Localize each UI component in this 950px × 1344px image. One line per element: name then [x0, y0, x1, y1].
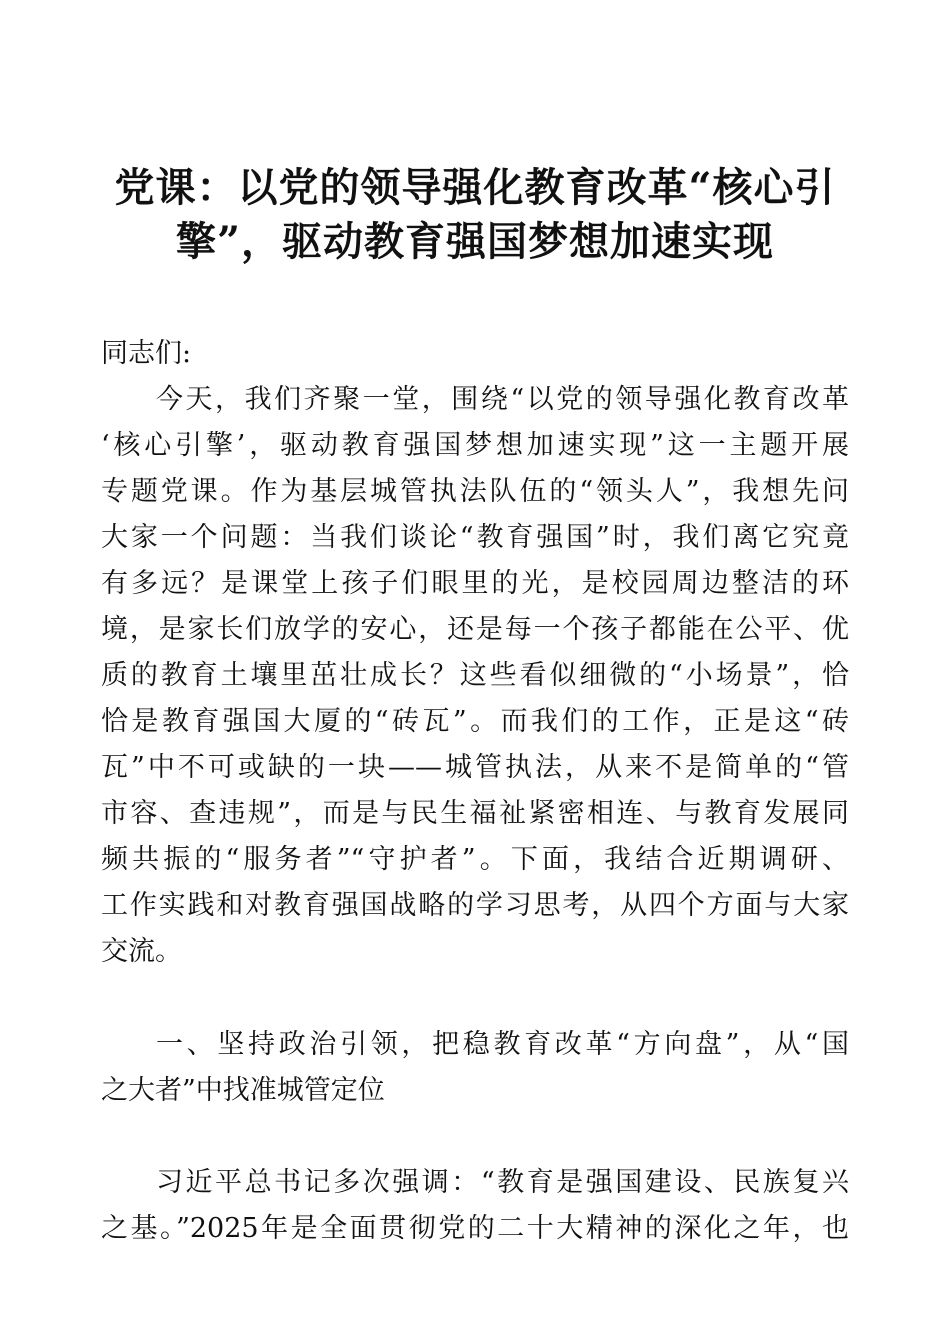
body-line: 频共振的“服务者”“守护者”。下面，我结合近期调研、 — [101, 844, 849, 875]
body-line: 恰是教育强国大厦的“砖瓦”。而我们的工作，正是这“砖 — [101, 706, 849, 737]
document-title-line-1: 党课：以党的领导强化教育改革“核心引 — [114, 164, 836, 211]
document-title-line-2: 擎”，驱动教育强国梦想加速实现 — [175, 218, 774, 265]
section-heading-line: 一、坚持政治引领，把稳教育改革“方向盘”，从“国 — [156, 1029, 849, 1060]
body-line: 市容、查违规”，而是与民生福祉紧密相连、与教育发展同 — [101, 798, 849, 829]
body-line: 境，是家长们放学的安心，还是每一个孩子都能在公平、优 — [101, 614, 849, 645]
section-heading-line: 之大者”中找准城管定位 — [101, 1075, 385, 1106]
body-line: 之基。”2025年是全面贯彻党的二十大精神的深化之年，也 — [101, 1213, 849, 1244]
body-line: 专题党课。作为基层城管执法队伍的“领头人”，我想先问 — [101, 476, 849, 507]
body-line: 大家一个问题：当我们谈论“教育强国”时，我们离它究竟 — [101, 522, 849, 553]
body-line: ‘核心引擎’，驱动教育强国梦想加速实现”这一主题开展 — [101, 430, 849, 461]
body-line: 交流。 — [101, 936, 182, 967]
body-line: 习近平总书记多次强调：“教育是强国建设、民族复兴 — [156, 1167, 849, 1198]
body-line: 瓦”中不可或缺的一块——城管执法，从来不是简单的“管 — [101, 752, 849, 783]
body-line: 有多远？是课堂上孩子们眼里的光，是校园周边整洁的环 — [101, 568, 849, 599]
body-line: 今天，我们齐聚一堂，围绕“以党的领导强化教育改革 — [156, 384, 849, 415]
body-line: 工作实践和对教育强国战略的学习思考，从四个方面与大家 — [101, 890, 849, 921]
body-line: 质的教育土壤里茁壮成长？这些看似细微的“小场景”，恰 — [101, 660, 849, 691]
salutation: 同志们: — [101, 338, 192, 369]
